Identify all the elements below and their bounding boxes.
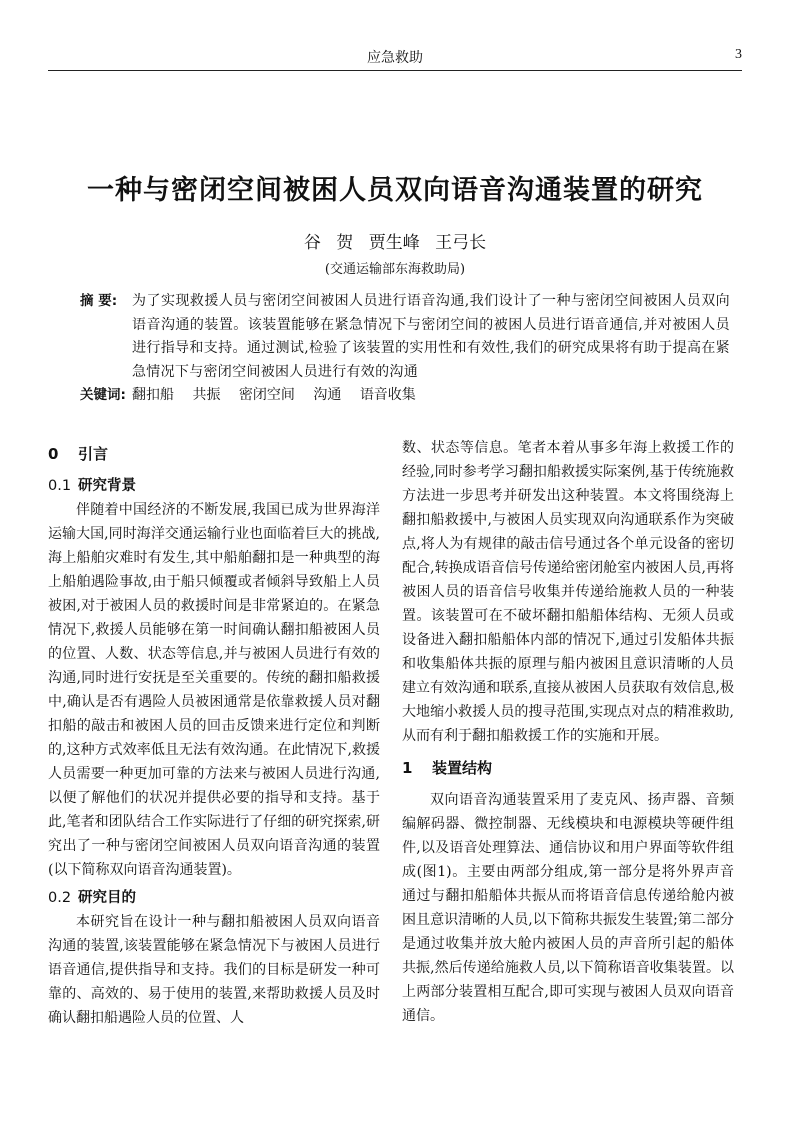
author-affiliation: (交通运输部东海救助局) [324,262,466,277]
section-number: 0 [48,445,59,463]
left-column [48,436,380,1030]
section-heading-structure [402,756,734,780]
subsection-heading-background [48,474,380,498]
abstract-text: 为了实现救援人员与密闭空间被困人员进行语音沟通,我们设计了一种与密闭空间被困人员双向语音沟通的装置。该装置能够在紧急情况下与密闭空间的被困人员进行语音通信,并对被困人员进行指导和支持。通过测试,检验了该装置的实用性和有效性,我们的研究成果将有助于提高在紧急情况下与密闭空间被困人员进行有效的沟通 [132,293,730,380]
keywords-label: 关键词: [80,387,126,403]
subsection-number: 0.1 [48,478,72,494]
paragraph-structure: 双向语音沟通装置采用了麦克风、扬声器、音频编解码器、微控制器、无线模块和电源模块等硬件组件,以及语音处理算法、通信协议和用户界面等软件组成(图1)。主要由两部分组成,第一部分是将外界声音通过与翻扣船船体共振从而将语音信息传递给舱内被困且意识清晰的人员,以下简称共振发生装置;第二部分是通过收集并放大舱内被困人员的声音所引起的船体共振,然后传递给施救人员,以下简称语音收集装置。以上两部分装置相互配合,即可实现与被困人员双向语音通信。 [402,792,734,1024]
keywords [80,384,730,407]
keyword: 沟通 [313,387,342,403]
paragraph-purpose-continued: 数、状态等信息。笔者本着从事多年海上救援工作的经验,同时参考学习翻扣船救援实际案例,基于传统施救方法进一步思考并研发出这种装置。本文将围绕海上翻扣船救援中,与被困人员实现双向沟通联系作为突破点,将人为有规律的敲击信号通过各个单元设备的密切配合,转换成语音信号传递给密闭舱室内被困人员,再将被困人员的语音信号收集并传递给施救人员的一种装置。该装置可在不破坏翻扣船船体结构、无须人员或设备进入翻扣船船体内部的情况下,通过引发船体共振和收集船体共振的原理与船内被困且意识清晰的人员建立有效沟通和联系,直接从被困人员获取有效信息,极大地缩小救援人员的搜寻范围,实现点对点的精准救助,从而有利于翻扣船救援工作的实施和开展。 [402,440,734,744]
keyword: 语音收集 [359,387,416,403]
section-number: 1 [402,759,413,777]
article-title: 一种与密闭空间被困人员双向语音沟通装置的研究 [87,175,703,206]
section-title: 装置结构 [432,759,493,777]
section-heading-introduction [48,442,380,466]
abstract-label: 摘 要: [80,293,118,309]
keyword: 共振 [192,387,221,403]
running-header [48,44,742,71]
subsection-title: 研究背景 [78,478,136,494]
subsection-heading-purpose [48,886,380,910]
paragraph-purpose: 本研究旨在设计一种与翻扣船被困人员双向语音沟通的装置,该装置能够在紧急情况下与被困人员进行语音通信,提供指导和支持。我们的目标是研发一种可靠的、高效的、易于使用的装置,来帮助救援人员及时确认翻扣船遇险人员的位置、人 [48,914,380,1026]
subsection-number: 0.2 [48,890,72,906]
keywords-list [132,384,730,407]
abstract-block [80,290,730,407]
abstract [80,290,730,384]
section-title: 引言 [78,445,109,463]
right-column [402,436,734,1028]
author-list: 谷 贺 贾生峰 王弓长 [303,233,487,253]
page-number: 3 [735,47,742,62]
keyword: 密闭空间 [238,387,295,403]
paragraph-background: 伴随着中国经济的不断发展,我国已成为世界海洋运输大国,同时海洋交通运输行业也面临着巨大的挑战,海上船舶灾难时有发生,其中船舶翻扣是一种典型的海上船舶遇险事故,由于船只倾覆或者倾斜导致船上人员被困,对于被困人员的救援时间是非常紧迫的。在紧急情况下,救援人员能够在第一时间确认翻扣船被困人员的位置、人数、状态等信息,并与被困人员进行有效的沟通,同时进行安抚是至关重要的。传统的翻扣船救援中,确认是否有遇险人员被困通常是依靠救援人员对翻扣船的敲击和被困人员的回击反馈来进行定位和判断的,这种方式效率低且无法有效沟通。在此情况下,救援人员需要一种更加可靠的方法来与被困人员进行沟通,以便了解他们的状况并提供必要的指导和支持。基于此,笔者和团队结合工作实际进行了仔细的研究探索,研究出了一种与密闭空间被困人员双向语音沟通的装置(以下简称双向语音沟通装置)。 [48,502,380,878]
keyword: 翻扣船 [132,387,174,403]
running-title: 应急救助 [367,50,423,66]
subsection-title: 研究目的 [78,890,136,906]
